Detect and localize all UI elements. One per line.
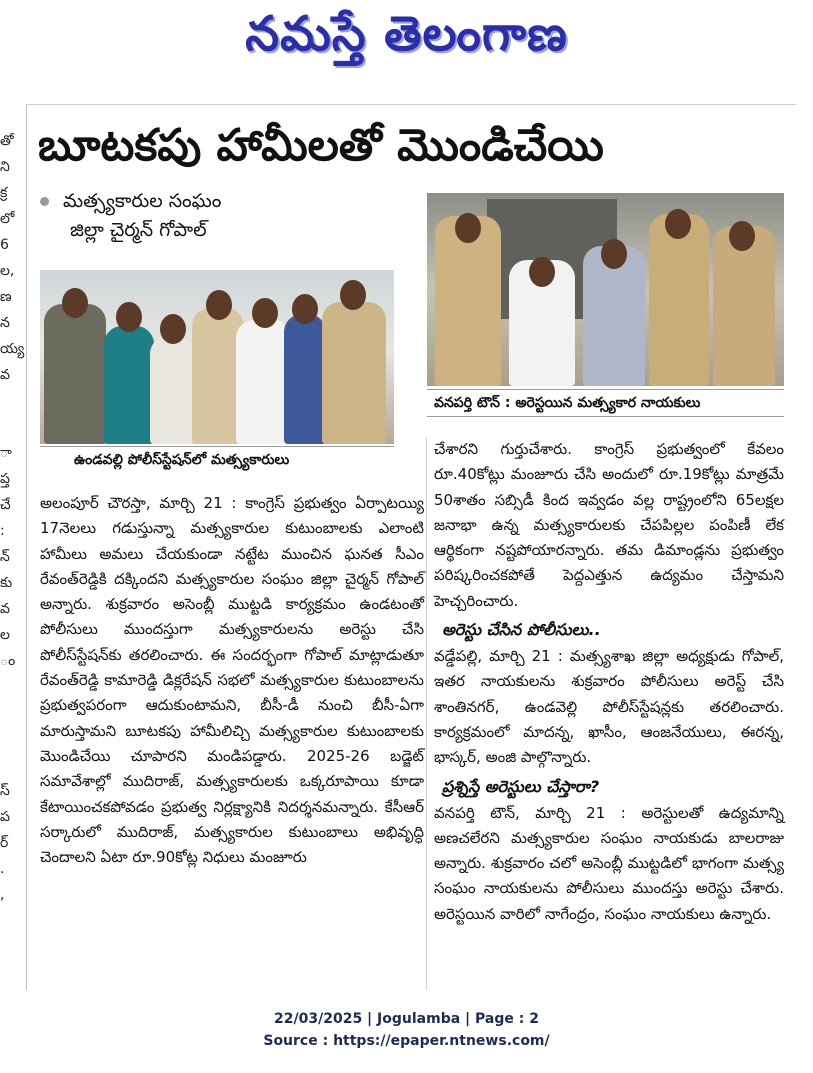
article-column-1 <box>40 491 424 870</box>
subhead-line-2: జిల్లా చైర్మన్ గోపాల్ <box>70 219 207 241</box>
photo-caption-1: ఉండవల్లి పోలీస్‌స్టేషన్‌లో మత్స్యకారులు <box>74 452 290 468</box>
fragment-text: : <box>0 523 5 539</box>
section-subheading: ప్రశ్నిస్తే అరెస్టులు చేస్తారా? <box>442 776 600 796</box>
fragment-text <box>0 726 14 752</box>
edition-info: 22/03/2025 | Jogulamba | Page : 2 <box>274 1011 539 1027</box>
masthead <box>0 0 813 75</box>
article-paragraph: అలంపూర్ చౌరస్తా, మార్చి 21 : కాంగ్రెస్ ప్రభుత్వం ఏర్పాటయ్యి 17నెలలు గడుస్తున్నా మత్స్యకారుల కుటుంబాలకు ఎలాంటి హామీలు అమలు చేయకుండా నట్టేట ముంచిన ఘనత సీఎం రేవంత్‌రెడ్డికి దక్కిందని మత్స్యకారుల సంఘం జిల్లా చైర్మన్ గోపాల్ అన్నారు. శుక్రవారం అసెంబ్లీ ముట్టడి కార్యక్రమం ఉండటంతో పోలీసులు ముందస్తుగా మత్స్యకారులను అరెస్టు చేసి పోలీస్‌స్టేషన్‌కు తరలించారు. ఈ సందర్భంగా గోపాల్ మాట్లాడుతూ రేవంత్‌రెడ్డి కామారెడ్డి డిక్లరేషన్ సభలో మత్స్యకారుల కుటుంబాలను ప్రభుత్వపరంగా ఆదుకుంటామని, బీసీ-డీ నుంచి బీసీ-ఏగా మారుస్తామని బూటకపు హామీలిచ్చి మత్స్యకారుల కుటుంబాలకు మొండిచేయి చూపారని మండిపడ్డారు. 2025-26 బడ్జెట్ సమావేశాల్లో ముదిరాజ్, మత్స్యకారులకు ఒక్కరూపాయి కూడా కేటాయించకపోవడం ప్రభుత్వ నిర్లక్ష్యానికి నిదర్శనమన్నారు. కేసీఆర్ సర్కారులో ముదిరాజ్, మత్స్యకారుల కుటుంబాలు అభివృద్ధి చెందాలని ఏటా రూ.90కోట్ల నిధులు మంజూరు <box>40 494 424 867</box>
fragment-text <box>0 674 14 700</box>
fragment-text <box>0 414 14 440</box>
fragment-text: న <box>0 315 10 331</box>
fragment-text: , <box>0 887 5 903</box>
fragment-text: వ <box>0 601 10 617</box>
article-paragraph: వనపర్తి టౌన్, మార్చి 21 : అరెస్టులతో ఉద్యమాన్ని అణచలేరని మత్స్యకారుల సంఘం నాయకుడు బాలరాజు అన్నారు. శుక్రవారం చలో అసెంబ్లీ ముట్టడిలో భాగంగా మత్స్య సంఘం నాయకులను పోలీసులు ముందస్తు అరెస్టు చేశారు. అరెస్టయిన వారిలో నాగేంద్రం, సంఘం నాయకులు ఉన్నారు. <box>434 803 784 923</box>
article-headline: బూటకపు హామీలతో మొండిచేయి <box>38 120 604 171</box>
person-figure <box>284 314 326 444</box>
fragment-text: ల, <box>0 263 15 279</box>
article-paragraph: వడ్డేపల్లి, మార్చి 21 : మత్స్యశాఖ జిల్లా అధ్యక్షుడు గోపాల్, ఇతర నాయకులను శుక్రవారం పోలీసులు అరెస్ట్ చేసి శాంతినగర్, ఉండవెల్లి పోలీస్‌స్టేషన్లకు తరలించారు. కార్యక్రమంలో మాదన్న, ఖాసీం, ఆంజనేయులు, ఈరన్న, భాస్కర్, అంజి పాల్గొన్నారు. <box>434 647 784 767</box>
fragment-text: ణ <box>0 289 12 305</box>
fragment-text: కు <box>0 575 13 591</box>
fragment-text: 6 <box>0 237 9 253</box>
column-divider <box>426 437 427 990</box>
article-paragraph: చేశారని గుర్తుచేశారు. కాంగ్రెస్ ప్రభుత్వంలో కేవలం రూ.40కోట్లు మంజూరు చేసి అందులో రూ.19కోట్లు మాత్రమే 50శాతం సబ్సిడీ కింద ఇవ్వడం వల్ల రాష్ట్రంలోని 65లక్షల జనాభా ఉన్న మత్స్యకారులకు చేపపిల్లల పంపిణీ లేక ఆర్థికంగా నష్టపోయారన్నారు. తమ డిమాండ్లను ప్రభుత్వం పరిష్కరించకపోతే పెద్దఎత్తున ఉద్యమం చేస్తామని హెచ్చరించారు. <box>434 440 784 610</box>
person-figure <box>322 302 386 444</box>
person-figure <box>104 326 154 444</box>
photo-fishermen-at-police-station <box>40 270 394 444</box>
column-divider <box>26 105 27 990</box>
bullet-icon <box>40 197 49 206</box>
photo-caption-2: వనపర్తి టౌన్ : అరెస్టయిన మత్స్యకార నాయకులు <box>434 395 701 411</box>
fragment-text: ప <box>0 809 10 825</box>
article-top-rule <box>26 104 796 105</box>
fragment-text: క్ర <box>0 185 8 201</box>
fragment-text: చే <box>0 497 11 513</box>
fragment-text: . <box>0 861 5 877</box>
fragment-text <box>0 388 14 414</box>
fragment-text: తో <box>0 133 14 149</box>
subhead-line-1: మత్స్యకారుల సంఘం <box>63 190 222 212</box>
fragment-text: స్ <box>0 783 10 799</box>
article-subhead <box>40 187 400 245</box>
adjacent-column-fragment <box>0 128 25 998</box>
photo-arrested-leaders <box>427 193 784 386</box>
fragment-text: న్ <box>0 549 10 565</box>
newspaper-logo: నమస్తే తెలంగాణ <box>245 6 568 62</box>
section-subheading: అరెస్టు చేసిన పోలీసులు.. <box>442 620 601 640</box>
fragment-text: ా <box>0 445 12 461</box>
fragment-text <box>0 700 14 726</box>
fragment-text: య్య <box>0 341 25 357</box>
fragment-text <box>0 752 14 778</box>
fragment-text: లో <box>0 211 15 227</box>
person-figure <box>150 336 196 444</box>
source-link[interactable]: Source : https://epaper.ntnews.com/ <box>263 1033 550 1049</box>
page-footer <box>0 1008 813 1052</box>
person-figure <box>649 214 709 386</box>
fragment-text: ర్ <box>0 835 9 851</box>
fragment-text: వ <box>0 367 10 383</box>
fragment-text: ని <box>0 159 10 175</box>
fragment-text: ల <box>0 627 10 643</box>
person-figure <box>44 304 106 444</box>
article-column-2 <box>434 437 784 927</box>
fragment-text: ం <box>0 653 16 669</box>
fragment-text: ప్త <box>0 471 10 487</box>
